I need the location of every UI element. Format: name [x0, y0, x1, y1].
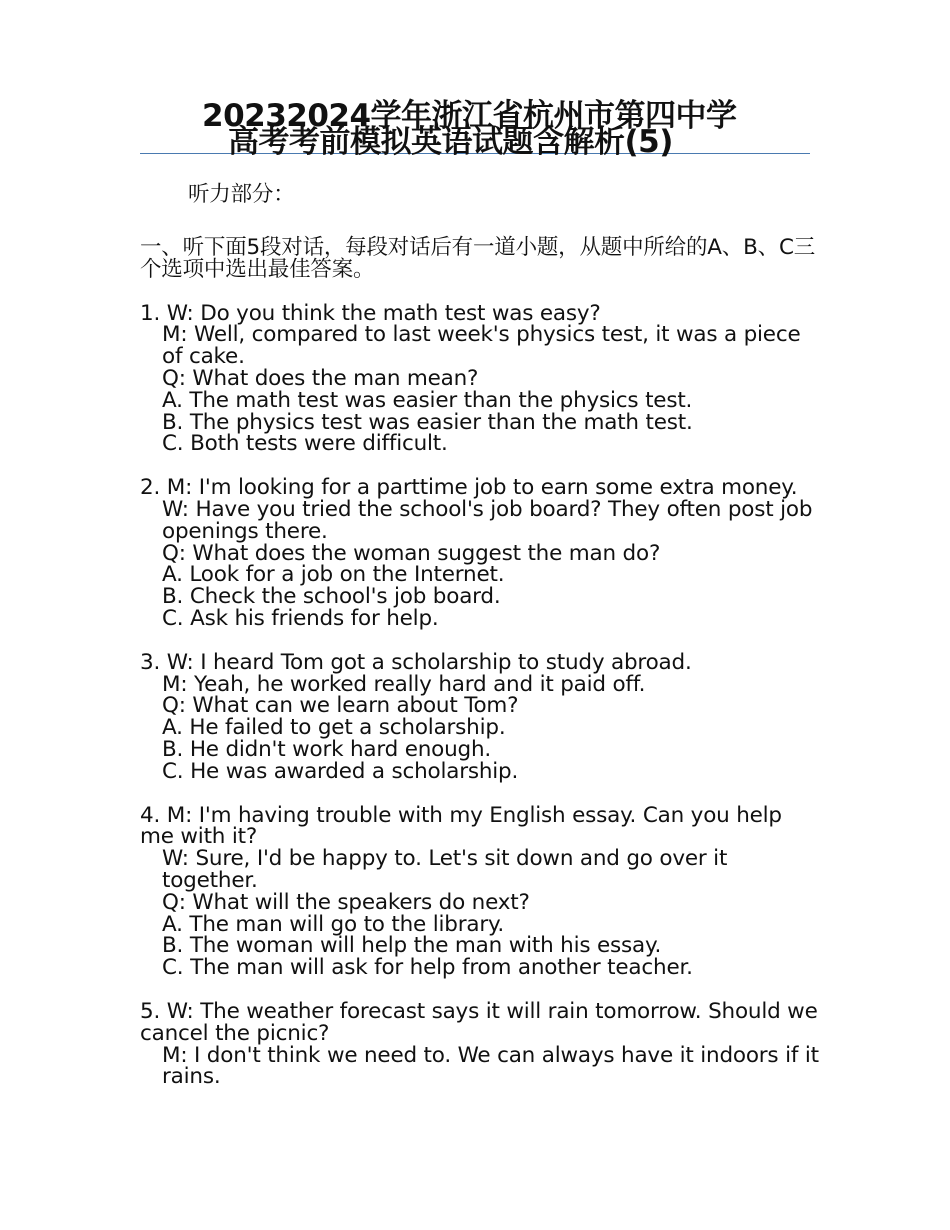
document-title — [140, 98, 810, 160]
dialogue-line: 5. W: The weather forecast says it will rain tomorrow. Should we cancel the picnic? — [140, 998, 818, 1046]
question-item-5 — [140, 998, 820, 1090]
question-item-1 — [140, 300, 820, 457]
question-item-3 — [140, 649, 820, 784]
dialogue-line: 3. W: I heard Tom got a scholarship to study abroad. — [140, 649, 692, 675]
dialogue-line: M: Well, compared to last week's physics test, it was a piece of cake. — [162, 322, 801, 370]
dialogue-line: 2. M: I'm looking for a parttime job to earn some extra money. — [140, 475, 798, 501]
dialogue-line: W: Sure, I'd be happy to. Let's sit down and go over it together. — [162, 846, 728, 893]
dialogue-line: W: Have you tried the school's job board? They often post job openings there. — [162, 496, 813, 544]
option-a: A. The math test was easier than the physics test. — [162, 387, 693, 413]
question-item-4 — [140, 802, 820, 981]
option-a: A. Look for a job on the Internet. — [162, 562, 505, 588]
option-c: C. Ask his friends for help. — [162, 605, 439, 631]
option-a: A. The man will go to the library. — [162, 911, 505, 937]
dialogue-line: 4. M: I'm having trouble with my English essay. Can you help me with it? — [140, 802, 782, 850]
dialogue-line: M: I don't think we need to. We can always have it indoors if it rains. — [162, 1042, 819, 1090]
title-line-2: 高考考前模拟英语试题含解析(5) — [228, 124, 673, 160]
option-b: B. He didn't work hard enough. — [162, 736, 492, 762]
dialogue-line: 1. W: Do you think the math test was easy? — [140, 300, 601, 326]
option-c: C. The man will ask for help from another teacher. — [162, 955, 693, 981]
question-line: Q: What can we learn about Tom? — [162, 693, 519, 719]
option-a: A. He failed to get a scholarship. — [162, 715, 506, 741]
option-c: C. Both tests were difficult. — [162, 431, 448, 457]
dialogue-line: M: Yeah, he worked really hard and it paid off. — [162, 671, 646, 697]
question-line: Q: What does the man mean? — [162, 365, 479, 391]
title-line-1: 20232024学年浙江省杭州市第四中学 — [202, 98, 737, 134]
option-c: C. He was awarded a scholarship. — [162, 758, 519, 784]
document-body — [140, 180, 820, 1110]
question-line: Q: What does the woman suggest the man do? — [162, 540, 661, 566]
instructions: 一、听下面5段对话，每段对话后有一道小题，从题中所给的A、B、C三个选项中选出最佳答案。 — [140, 235, 816, 282]
section-label: 听力部分： — [188, 182, 295, 207]
option-b: B. The physics test was easier than the math test. — [162, 409, 693, 435]
option-b: B. Check the school's job board. — [162, 584, 501, 610]
question-line: Q: What will the speakers do next? — [162, 889, 530, 915]
option-b: B. The woman will help the man with his essay. — [162, 933, 662, 959]
question-item-2 — [140, 477, 820, 630]
